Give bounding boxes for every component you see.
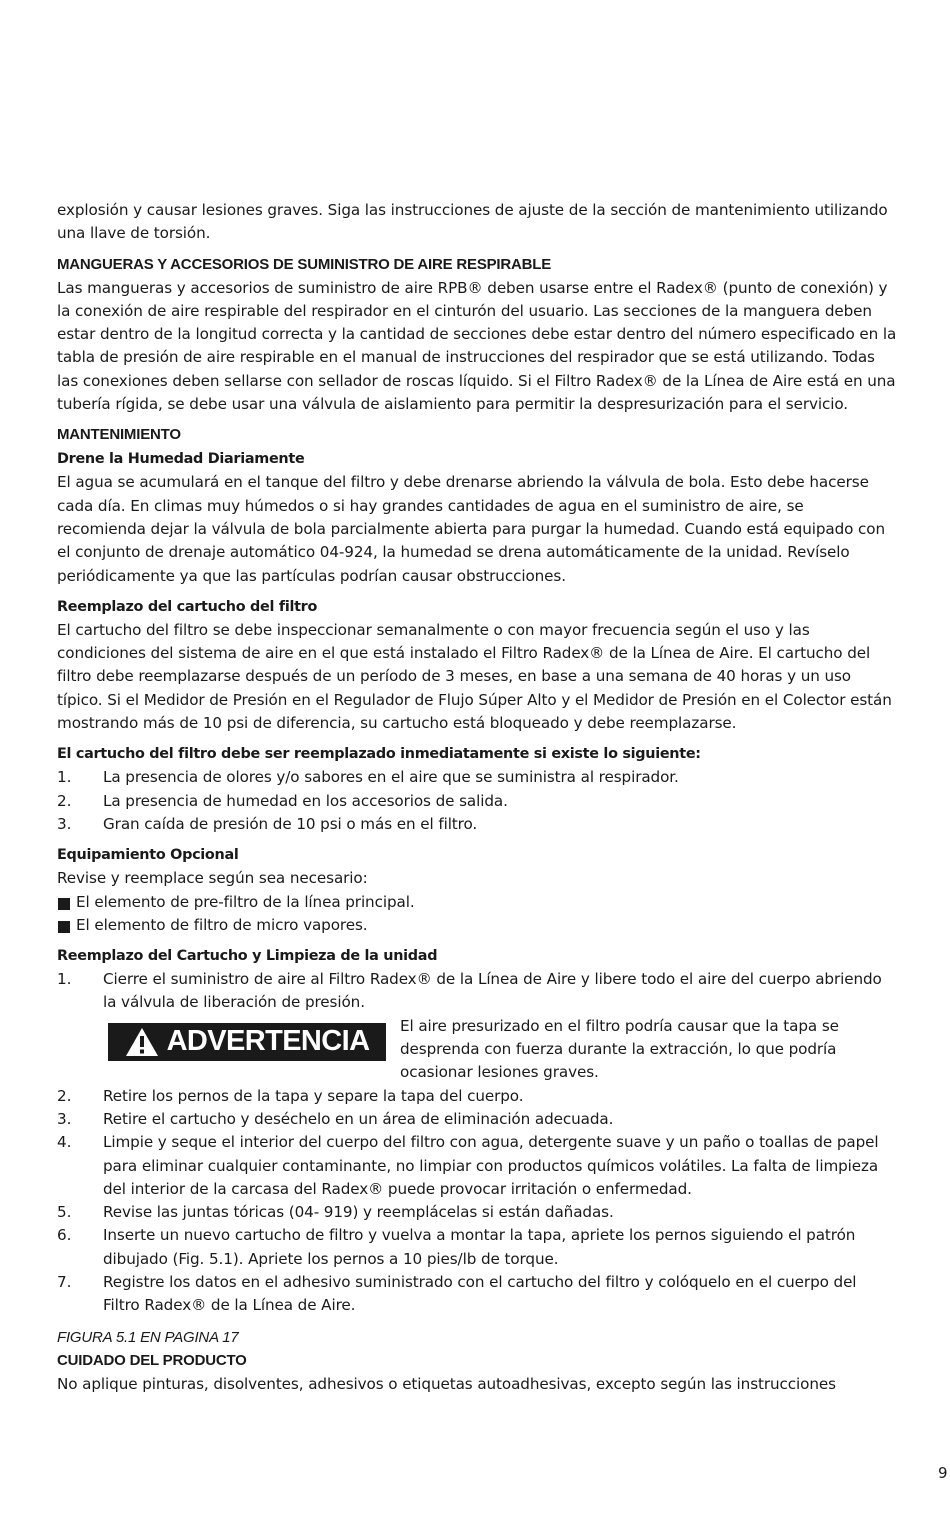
drain-paragraph: El agua se acumulará en el tanque del filtro y debe drenarse abriendo la válvula de bola. Esto debe hacerse cada día. En climas muy húmedos o si hay grandes cantidades de agua en el suministro de aire, se recomienda dejar la válvula de bola parcialmente abierta para purgar la humedad. Cuando está equipado con el conjunto de drenaje automático 04-924, la humedad se drena automáticamente de la unidad. Revíselo periódicamente ya que las partículas podrían causar obstrucciones. — [57, 473, 886, 585]
page-number: 9 — [938, 1464, 948, 1482]
list-item — [57, 1271, 897, 1318]
replace-heading: Reemplazo del Cartucho y Limpieza de la unidad — [57, 948, 438, 965]
list-item-text: Registre los datos en el adhesivo suministrado con el cartucho del filtro y colóquelo en el cuerpo del Filtro Radex® de la Línea de Aire. — [103, 1272, 857, 1315]
warning-triangle-icon — [125, 1027, 159, 1057]
list-item-text: El elemento de filtro de micro vapores. — [76, 915, 368, 934]
list-item-text: Retire los pernos de la tapa y separe la tapa del cuerpo. — [103, 1086, 524, 1105]
list-item-text: Cierre el suministro de aire al Filtro Radex® de la Línea de Aire y libere todo el aire del cuerpo abriendo la válvula de liberación de presión. — [103, 970, 882, 1012]
list-item — [57, 1108, 897, 1131]
page-content — [57, 199, 897, 1396]
list-item-text: El elemento de pre-filtro de la línea principal. — [76, 892, 415, 911]
list-item — [57, 790, 897, 813]
hoses-paragraph: Las mangueras y accesorios de suministro de aire RPB® deben usarse entre el Radex® (punto de conexión) y la conexión de aire respirable del respirador en el cinturón del usuario. Las secciones de la manguera deben estar dentro de la longitud correcta y la cantidad de secciones debe estar dentro del número especificado en la tabla de presión de aire respirable en el manual de instrucciones del respirador que se está utilizando. Todas las conexiones deben sellarse con sellador de roscas líquido. Si el Filtro Radex® de la Línea de Aire está en una tubería rígida, se debe usar una válvula de aislamiento para permitir la despresurización para el servicio. — [57, 278, 897, 414]
list-item-number: 1. — [57, 768, 72, 787]
replace-steps-list — [57, 968, 897, 1015]
drain-heading: Drene la Humedad Diariamente — [57, 451, 305, 468]
square-bullet-icon — [58, 921, 70, 933]
list-item — [57, 813, 897, 836]
optional-intro: Revise y reemplace según sea necesario: — [57, 869, 368, 888]
list-item-text: La presencia de humedad en los accesorios de salida. — [103, 791, 508, 810]
list-item-number: 4. — [57, 1133, 72, 1152]
list-item-number: 2. — [57, 791, 72, 810]
care-heading: CUIDADO DEL PRODUCTO — [57, 1351, 247, 1369]
list-item — [57, 1224, 897, 1271]
cartridge-heading: Reemplazo del cartucho del filtro — [57, 598, 318, 615]
care-paragraph: No aplique pinturas, disolventes, adhesivos o etiquetas autoadhesivas, excepto según las instrucciones — [57, 1374, 836, 1393]
list-item — [57, 766, 897, 789]
intro-paragraph: explosión y causar lesiones graves. Siga las instrucciones de ajuste de la sección de mantenimiento utilizando una llave de torsión. — [57, 201, 888, 243]
square-bullet-icon — [58, 898, 70, 910]
list-item-text: Revise las juntas tóricas (04- 919) y reemplácelas si están dañadas. — [103, 1203, 614, 1222]
list-item — [57, 914, 897, 937]
list-item — [57, 1131, 897, 1201]
hoses-heading: MANGUERAS Y ACCESORIOS DE SUMINISTRO DE AIRE RESPIRABLE — [57, 255, 552, 273]
list-item-text: Inserte un nuevo cartucho de filtro y vuelva a montar la tapa, apriete los pernos siguiendo el patrón dibujado (Fig. 5.1). Apriete los pernos a 10 pies/lb de torque. — [103, 1226, 856, 1268]
list-item-number: 3. — [57, 1109, 72, 1128]
list-item-number: 2. — [57, 1086, 72, 1105]
list-item — [57, 968, 897, 1015]
replace-steps-list-continued — [57, 1085, 897, 1318]
warning-text: El aire presurizado en el filtro podría causar que la tapa se desprenda con fuerza durante la extracción, lo que podría ocasionar lesiones graves. — [400, 1016, 839, 1082]
list-item — [57, 1201, 897, 1224]
list-item-text: Retire el cartucho y deséchelo en un área de eliminación adecuada. — [103, 1109, 614, 1128]
maintenance-heading: MANTENIMIENTO — [57, 426, 181, 444]
list-item — [57, 1085, 897, 1108]
optional-heading: Equipamiento Opcional — [57, 847, 239, 864]
optional-list — [57, 891, 897, 938]
warning-block — [57, 1015, 897, 1085]
list-item-text: La presencia de olores y/o sabores en el aire que se suministra al respirador. — [103, 768, 679, 787]
list-item-number: 6. — [57, 1226, 72, 1245]
list-item-text: Gran caída de presión de 10 psi o más en el filtro. — [103, 814, 478, 833]
list-item-text: Limpie y seque el interior del cuerpo del filtro con agua, detergente suave y un paño o toallas de papel para eliminar cualquier contaminante, no limpiar con productos químicos volátiles. La falta de limpieza del interior de la carcasa del Radex® puede provocar irritación o enfermedad. — [103, 1133, 879, 1198]
list-item-number: 1. — [57, 970, 72, 989]
figure-caption: FIGURA 5.1 EN PAGINA 17 — [57, 1328, 239, 1346]
list-item-number: 7. — [57, 1272, 72, 1291]
immediate-heading: El cartucho del filtro debe ser reemplazado inmediatamente si existe lo siguiente: — [57, 746, 701, 763]
warning-label: ADVERTENCIA — [166, 1025, 370, 1058]
warning-badge — [108, 1023, 386, 1061]
list-item — [57, 891, 897, 914]
list-item-number: 3. — [57, 814, 72, 833]
cartridge-paragraph: El cartucho del filtro se debe inspeccionar semanalmente o con mayor frecuencia según el uso y las condiciones del sistema de aire en el que está instalado el Filtro Radex® de la Línea de Aire. El cartucho del filtro debe reemplazarse después de un período de 3 meses, en base a una semana de 40 horas y un uso típico. Si el Medidor de Presión en el Regulador de Flujo Súper Alto y el Medidor de Presión en el Colector están mostrando más de 10 psi de diferencia, su cartucho está bloqueado y debe reemplazarse. — [57, 620, 892, 733]
list-item-number: 5. — [57, 1203, 72, 1222]
immediate-list — [57, 766, 897, 836]
